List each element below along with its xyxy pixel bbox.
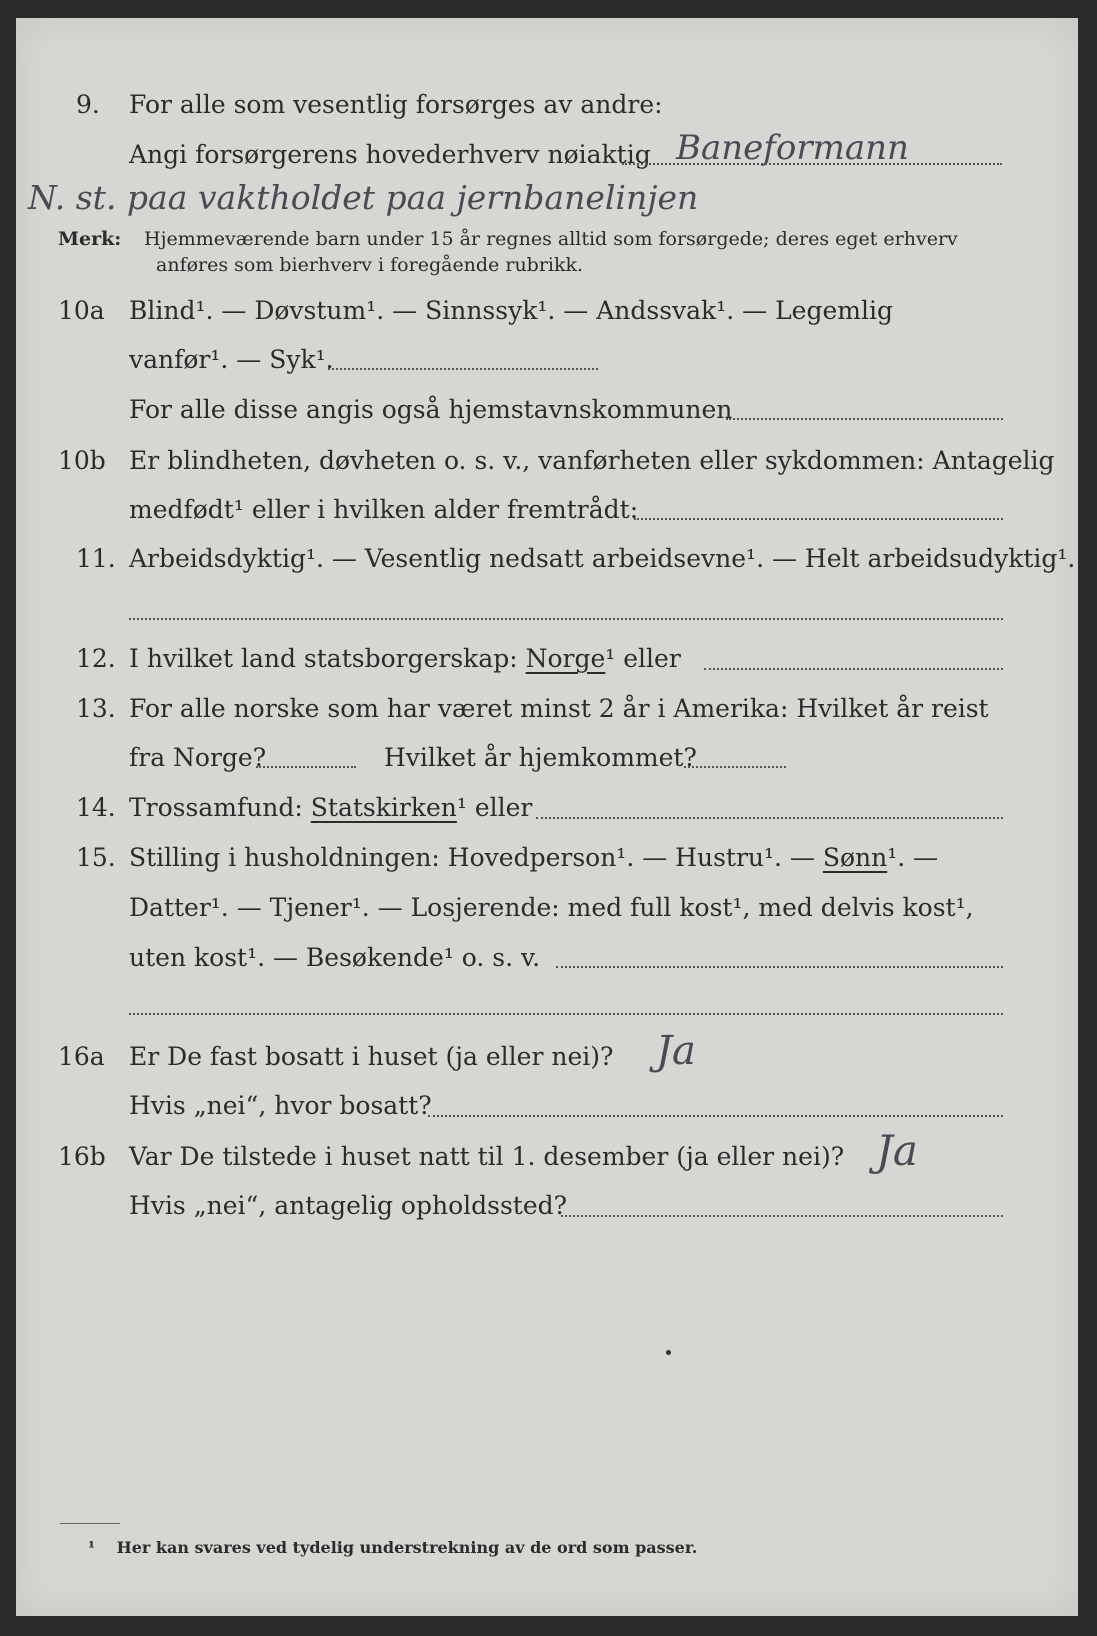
q12-pre: I hvilket land statsborgerskap:	[129, 644, 518, 673]
q11-number: 11.	[76, 544, 116, 573]
q16a-line1: Er De fast bosatt i huset (ja eller nei)?	[129, 1042, 614, 1071]
q10a-home-line	[726, 418, 1003, 420]
q14-post: ¹ eller	[456, 793, 533, 822]
q10a-number: 10a	[58, 296, 105, 325]
merk-line1: Hjemmeværende barn under 15 år regnes alltid som forsørgede; deres eget erhverv	[144, 228, 958, 250]
q16b-handwriting-ja: Ja	[876, 1126, 918, 1175]
q10b-number: 10b	[58, 446, 106, 475]
q13-line1: For alle norske som har været minst 2 år i Amerika: Hvilket år reist	[129, 694, 989, 723]
form-page	[16, 18, 1078, 1616]
q15-line2: Datter¹. — Tjener¹. — Losjerende: med full kost¹, med delvis kost¹,	[129, 893, 974, 922]
q12-number: 12.	[76, 644, 116, 673]
merk-label: Merk:	[58, 228, 122, 250]
footnote	[88, 1538, 697, 1557]
q16a-handwriting-ja: Ja	[656, 1028, 696, 1074]
q10b-line2: medfødt¹ eller i hvilken alder fremtrådt:	[129, 495, 639, 524]
q15-underlined-sonn: Sønn	[822, 843, 888, 872]
q9-line2: Angi forsørgerens hovederhverv nøiaktig	[129, 140, 651, 169]
q13-line2a: fra Norge?	[129, 743, 267, 772]
q11-answer-line	[129, 618, 1003, 620]
q10a-line2: vanfør¹. — Syk¹.	[129, 345, 334, 374]
footnote-text: Her kan svares ved tydelig understrekning av de ord som passer.	[116, 1538, 698, 1557]
q15-line1a: Stilling i husholdningen: Hovedperson¹. — Hustru¹. —	[129, 843, 815, 872]
q10a-line1: Blind¹. — Døvstum¹. — Sinnssyk¹. — Andssvak¹. — Legemlig	[129, 296, 893, 325]
q13-left-line	[256, 766, 356, 768]
q16b-answer-line	[561, 1215, 1003, 1217]
q13-number: 13.	[76, 694, 116, 723]
q14-pre: Trossamfund:	[129, 793, 303, 822]
q12-answer-line	[704, 668, 1003, 670]
q14-underlined-statskirken: Statskirken	[310, 793, 457, 822]
q16a-answer-line	[428, 1115, 1003, 1117]
q15-extra-line	[129, 1013, 1003, 1015]
merk-line2: anføres som bierhverv i foregående rubrikk.	[156, 254, 584, 276]
q9-handwriting-occupation: Baneformann	[676, 128, 909, 168]
q15-line1b: ¹. —	[887, 843, 939, 872]
q12-post: ¹ eller	[605, 644, 681, 673]
q13-line2b: Hvilket år hjemkommet?	[384, 743, 697, 772]
q9-handwriting-detail: N. st. paa vaktholdet paa jernbanelinjen	[28, 178, 699, 217]
q13-right-line	[684, 766, 786, 768]
q15-line1	[129, 843, 938, 873]
q15-line3: uten kost¹. — Besøkende¹ o. s. v.	[129, 943, 541, 972]
q14-text	[129, 793, 532, 823]
q9-number: 9.	[76, 90, 100, 119]
q14-number: 14.	[76, 793, 116, 822]
q10a-line3: For alle disse angis også hjemstavnskommunen	[129, 395, 733, 424]
q14-answer-line	[536, 817, 1003, 819]
q16b-line1: Var De tilstede i huset natt til 1. desember (ja eller nei)?	[129, 1142, 845, 1171]
footnote-rule	[60, 1523, 120, 1524]
q12-underlined-norge: Norge	[525, 644, 606, 673]
q10b-line1: Er blindheten, døvheten o. s. v., vanførheten eller sykdommen: Antagelig	[129, 446, 1055, 475]
q15-answer-line	[556, 966, 1003, 968]
q16b-number: 16b	[58, 1142, 106, 1171]
q9-line1: For alle som vesentlig forsørges av andre:	[129, 90, 663, 119]
q16a-number: 16a	[58, 1042, 105, 1071]
q11-line1: Arbeidsdyktig¹. — Vesentlig nedsatt arbeidsevne¹. — Helt arbeidsudyktig¹.	[129, 544, 1076, 573]
ink-speck	[666, 1350, 671, 1355]
q16b-line2: Hvis „nei“, antagelig opholdssted?	[129, 1191, 568, 1220]
footnote-mark: ¹	[88, 1538, 96, 1557]
q10b-answer-line	[634, 518, 1003, 520]
q12-text	[129, 644, 681, 674]
q10a-sick-line	[328, 368, 598, 370]
q15-number: 15.	[76, 843, 116, 872]
q16a-line2: Hvis „nei“, hvor bosatt?	[129, 1091, 432, 1120]
